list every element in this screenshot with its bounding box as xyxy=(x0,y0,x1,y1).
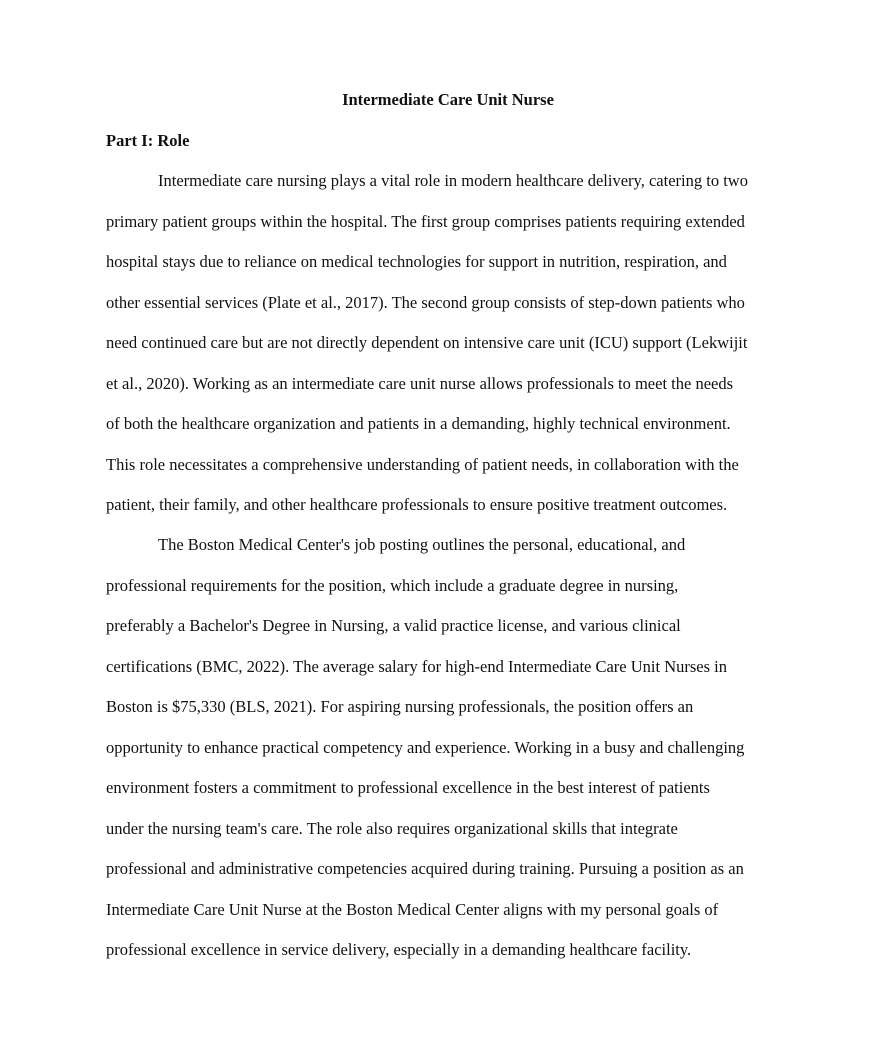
paragraph-line: professional requirements for the position, which include a graduate degree in nursing, xyxy=(106,575,679,595)
paragraph-line: opportunity to enhance practical competency and experience. Working in a busy and challenging xyxy=(106,737,745,757)
paragraph-line: professional excellence in service delivery, especially in a demanding healthcare facility. xyxy=(106,940,692,959)
paragraph-line: other essential services (Plate et al., 2017). The second group consists of step-down patients who xyxy=(106,292,745,312)
paragraph-2 xyxy=(106,525,806,971)
paragraph-line: Intermediate care nursing plays a vital role in modern healthcare delivery, catering to two xyxy=(158,171,748,190)
paragraph-line: Intermediate Care Unit Nurse at the Boston Medical Center aligns with my personal goals of xyxy=(106,899,719,919)
paragraph-line: primary patient groups within the hospital. The first group comprises patients requiring extended xyxy=(106,211,745,231)
paragraph-line: of both the healthcare organization and patients in a demanding, highly technical environment. xyxy=(106,414,731,433)
paragraph-1 xyxy=(106,161,806,526)
paragraph-line: certifications (BMC, 2022). The average salary for high-end Intermediate Care Unit Nurses in xyxy=(106,656,727,676)
paragraph-line: et al., 2020). Working as an intermediate care unit nurse allows professionals to meet the needs xyxy=(106,373,734,393)
paragraph-line: need continued care but are not directly dependent on intensive care unit (ICU) support (Lekwijit xyxy=(106,333,748,352)
paragraph-line: This role necessitates a comprehensive understanding of patient needs, in collaboration with the xyxy=(106,454,739,474)
paragraph-line: professional and administrative competencies acquired during training. Pursuing a position as an xyxy=(106,859,744,878)
paragraph-line: The Boston Medical Center's job posting outlines the personal, educational, and xyxy=(158,535,686,554)
paragraph-line: hospital stays due to reliance on medical technologies for support in nutrition, respiration, and xyxy=(106,252,727,271)
section-heading: Part I: Role xyxy=(106,131,190,150)
document-title: Intermediate Care Unit Nurse xyxy=(342,90,554,109)
paragraph-line: patient, their family, and other healthcare professionals to ensure positive treatment outcomes. xyxy=(106,495,728,514)
paragraph-line: preferably a Bachelor's Degree in Nursing, a valid practice license, and various clinical xyxy=(106,616,681,635)
paragraph-line: Boston is $75,330 (BLS, 2021). For aspiring nursing professionals, the position offers an xyxy=(106,697,694,716)
paragraph-line: environment fosters a commitment to professional excellence in the best interest of patients xyxy=(106,778,710,797)
paragraph-line: under the nursing team's care. The role also requires organizational skills that integrate xyxy=(106,818,678,838)
